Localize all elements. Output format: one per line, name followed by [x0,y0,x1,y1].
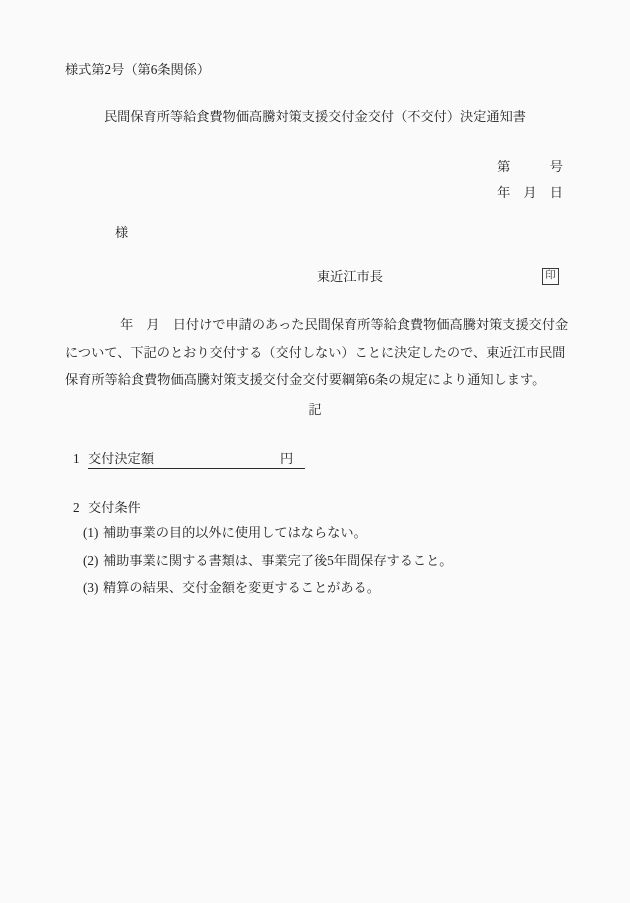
issue-number: 第 号 [497,159,563,174]
condition-number: (1) [83,525,99,540]
amount-unit: 円 [279,451,294,466]
addressee-honorific: 様 [115,225,129,240]
body-line: について、下記のとおり交付する（交付しない）ことに決定したので、東近江市民間 [65,344,566,360]
condition-row [83,547,452,575]
condition-number: (2) [83,552,99,568]
item2-label: 交付条件 [88,500,141,515]
body-paragraph [65,311,568,394]
conditions-list [83,519,452,602]
sender-title: 東近江市長 [317,269,383,284]
document-title: 民間保育所等給食費物価高騰対策支援交付金交付（不交付）決定通知書 [104,109,526,124]
body-line: 保育所等給食費物価高騰対策支援交付金交付要綱第6条の規定により通知します。 [65,372,546,387]
seal-icon: 印 [545,270,556,282]
condition-text: 精算の結果、交付金額を変更することがある。 [103,580,380,596]
item-grant-conditions [73,500,141,515]
item1-label: 交付決定額 [88,451,154,466]
record-heading: 記 [308,402,322,417]
amount-underline [88,451,305,469]
condition-text: 補助事業の目的以外に使用してはならない。 [103,525,367,540]
condition-row [83,519,452,547]
item-number: 2 [73,500,80,515]
issue-date: 年 月 日 [497,185,563,200]
body-line: 年 月 日付けで申請のあった民間保育所等給食費物価高騰対策支援交付金 [120,317,569,332]
item-number: 1 [73,451,80,466]
form-number: 様式第2号（第6条関係） [65,62,211,77]
seal-placeholder [542,268,559,285]
condition-number: (3) [83,580,99,596]
condition-row [83,574,452,602]
issue-block [497,154,563,206]
condition-text: 補助事業に関する書類は、事業完了後5年間保存すること。 [103,552,453,568]
item-grant-amount [73,451,305,469]
